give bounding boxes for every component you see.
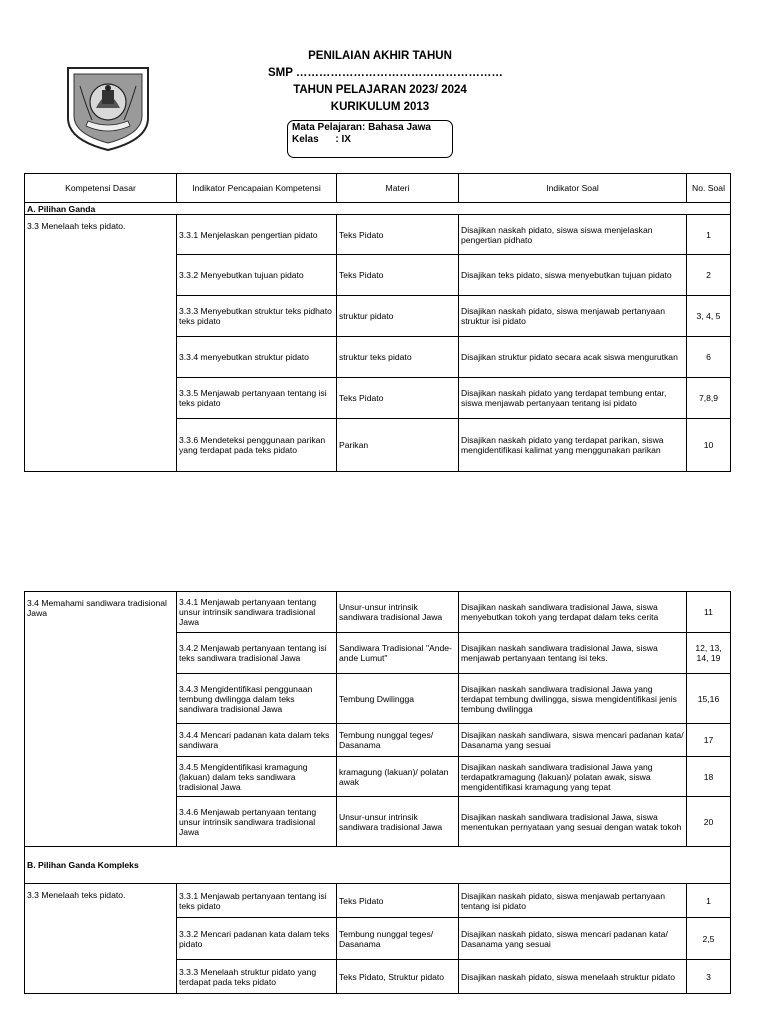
document-title — [250, 48, 510, 116]
materi-cell: Teks Pidato — [337, 884, 459, 918]
no-soal-cell: 7,8,9 — [687, 378, 731, 419]
title-line-year: TAHUN PELAJARAN 2023/ 2024 — [293, 84, 467, 96]
indikator-pencapaian-cell: 3.3.2 Menyebutkan tujuan pidato — [177, 255, 337, 296]
indikator-pencapaian-cell: 3.3.4 menyebutkan struktur pidato — [177, 337, 337, 378]
materi-cell: struktur pidato — [337, 296, 459, 337]
materi-cell: Teks Pidato, Struktur pidato — [337, 960, 459, 994]
header-indikator-soal: Indikator Soal — [459, 174, 687, 203]
no-soal-cell: 1 — [687, 884, 731, 918]
materi-cell: Tembung nunggal teges/ Dasanama — [337, 918, 459, 960]
indikator-soal-cell: Disajikan naskah sandiwara tradisional Jawa, siswa menjawab pertanyaan tentang isi teks. — [459, 633, 687, 674]
indikator-soal-cell: Disajikan naskah pidato, siswa menjawab pertanyaan struktur isi pidato — [459, 296, 687, 337]
no-soal-cell: 2,5 — [687, 918, 731, 960]
materi-cell: Parikan — [337, 419, 459, 472]
subject-label: Mata Pelajaran: Bahasa Jawa — [292, 122, 431, 133]
section-row — [25, 847, 731, 884]
block3-body — [25, 884, 731, 994]
indikator-soal-cell: Disajikan naskah pidato yang terdapat tembung entar, siswa menjawab pertanyaan tentang isi pidato — [459, 378, 687, 419]
header-indikator-pencapaian: Indikator Pencapaian Kompetensi — [177, 174, 337, 203]
materi-cell: Teks Pidato — [337, 378, 459, 419]
kisi-kisi-table-part1 — [24, 173, 731, 472]
no-soal-cell: 18 — [687, 757, 731, 797]
indikator-pencapaian-cell: 3.3.2 Mencari padanan kata dalam teks pidato — [177, 918, 337, 960]
kompetensi-dasar-cell: 3.4 Memahami sandiwara tradisional Jawa — [25, 592, 177, 847]
section-a-title: A. Pilihan Ganda — [25, 203, 731, 215]
indikator-pencapaian-cell: 3.3.1 Menjawab pertanyaan tentang isi teks pidato — [177, 884, 337, 918]
indikator-pencapaian-cell: 3.4.3 Mengidentifikasi penggunaan tembung dwilingga dalam teks sandiwara tradisional Jawa — [177, 674, 337, 724]
indikator-soal-cell: Disajikan naskah pidato, siswa menjawab pertanyaan tentang isi pidato — [459, 884, 687, 918]
header-materi: Materi — [337, 174, 459, 203]
materi-cell: Teks Pidato — [337, 215, 459, 255]
indikator-pencapaian-cell: 3.4.4 Mencari padanan kata dalam teks sandiwara — [177, 724, 337, 757]
indikator-pencapaian-cell: 3.4.5 Mengidentifikasi kramagung (lakuan) dalam teks sandiwara tradisional Jawa — [177, 757, 337, 797]
table-header-row — [25, 174, 731, 203]
indikator-soal-cell: Disajikan naskah pidato, siswa siswa menjelaskan pengertian pidhato — [459, 215, 687, 255]
no-soal-cell: 1 — [687, 215, 731, 255]
indikator-pencapaian-cell: 3.3.5 Menjawab pertanyaan tentang isi teks pidato — [177, 378, 337, 419]
class-label: Kelas : IX — [292, 134, 351, 145]
indikator-pencapaian-cell: 3.3.6 Mendeteksi penggunaan parikan yang terdapat pada teks pidato — [177, 419, 337, 472]
no-soal-cell: 10 — [687, 419, 731, 472]
kisi-kisi-table-part2 — [24, 591, 731, 994]
indikator-soal-cell: Disajikan naskah sandiwara, siswa mencari padanan kata/ Dasanama yang sesuai — [459, 724, 687, 757]
indikator-pencapaian-cell: 3.3.3 Menelaah struktur pidato yang terdapat pada teks pidato — [177, 960, 337, 994]
block2-body — [25, 592, 731, 847]
materi-cell: Tembung Dwilingga — [337, 674, 459, 724]
indikator-soal-cell: Disajikan naskah sandiwara tradisional Jawa, siswa menentukan pernyataan yang sesuai dengan watak tokoh — [459, 797, 687, 847]
no-soal-cell: 11 — [687, 592, 731, 633]
no-soal-cell: 6 — [687, 337, 731, 378]
indikator-soal-cell: Disajikan naskah sandiwara tradisional Jawa yang terdapatkramagung (lakuan)/ polatan awak, siswa mengidentifikasi kramagung yang tepat — [459, 757, 687, 797]
title-line-curriculum: KURIKULUM 2013 — [330, 101, 430, 113]
indikator-pencapaian-cell: 3.4.2 Menjawab pertanyaan tentang isi teks sandiwara tradisional Jawa — [177, 633, 337, 674]
no-soal-cell: 17 — [687, 724, 731, 757]
indikator-soal-cell: Disajikan teks pidato, siswa menyebutkan tujuan pidato — [459, 255, 687, 296]
kompetensi-dasar-cell: 3.3 Menelaah teks pidato. — [25, 215, 177, 472]
table-row — [25, 884, 731, 918]
no-soal-cell: 12, 13, 14, 19 — [687, 633, 731, 674]
no-soal-cell: 20 — [687, 797, 731, 847]
materi-cell: Tembung nunggal teges/ Dasanama — [337, 724, 459, 757]
materi-cell: Teks Pidato — [337, 255, 459, 296]
indikator-pencapaian-cell: 3.4.6 Menjawab pertanyaan tentang unsur intrinsik sandiwara tradisional Jawa — [177, 797, 337, 847]
section-b-title: B. Pilihan Ganda Kompleks — [25, 847, 731, 884]
materi-cell: Sandiwara Tradisional "Ande-ande Lumut" — [337, 633, 459, 674]
indikator-pencapaian-cell: 3.4.1 Menjawab pertanyaan tentang unsur intrinsik sandiwara tradisional Jawa — [177, 592, 337, 633]
no-soal-cell: 3 — [687, 960, 731, 994]
block1-body — [25, 215, 731, 472]
materi-cell: Unsur-unsur intrinsik sandiwara tradisional Jawa — [337, 592, 459, 633]
materi-cell: struktur teks pidato — [337, 337, 459, 378]
no-soal-cell: 2 — [687, 255, 731, 296]
indikator-pencapaian-cell: 3.3.1 Menjelaskan pengertian pidato — [177, 215, 337, 255]
indikator-soal-cell: Disajikan naskah pidato, siswa mencari padanan kata/ Dasanama yang sesuai — [459, 918, 687, 960]
no-soal-cell: 3, 4, 5 — [687, 296, 731, 337]
no-soal-cell: 15,16 — [687, 674, 731, 724]
kompetensi-dasar-cell: 3.3 Menelaah teks pidato. — [25, 884, 177, 994]
district-emblem-logo — [66, 66, 150, 152]
title-line-1: PENILAIAN AKHIR TAHUN — [308, 50, 452, 62]
indikator-pencapaian-cell: 3.3.3 Menyebutkan struktur teks pidhato teks pidato — [177, 296, 337, 337]
table-row — [25, 592, 731, 633]
materi-cell: kramagung (lakuan)/ polatan awak — [337, 757, 459, 797]
indikator-soal-cell: Disajikan naskah sandiwara tradisional Jawa yang terdapat tembung dwilingga, siswa mengidentifikasi jenis tembung dwilingga — [459, 674, 687, 724]
header-kompetensi-dasar: Kompetensi Dasar — [25, 174, 177, 203]
indikator-soal-cell: Disajikan struktur pidato secara acak siswa mengurutkan — [459, 337, 687, 378]
header-no-soal: No. Soal — [687, 174, 731, 203]
indikator-soal-cell: Disajikan naskah pidato, siswa menelaah struktur pidato — [459, 960, 687, 994]
subject-info-box — [287, 120, 453, 158]
title-line-school: SMP ……………………………………………… — [268, 67, 503, 79]
table-row — [25, 215, 731, 255]
materi-cell: Unsur-unsur intrinsik sandiwara tradisional Jawa — [337, 797, 459, 847]
indikator-soal-cell: Disajikan naskah sandiwara tradisional Jawa, siswa menyebutkan tokoh yang terdapat dalam teks cerita — [459, 592, 687, 633]
section-row — [25, 203, 731, 215]
indikator-soal-cell: Disajikan naskah pidato yang terdapat parikan, siswa mengidentifikasi kalimat yang menggunakan parikan — [459, 419, 687, 472]
